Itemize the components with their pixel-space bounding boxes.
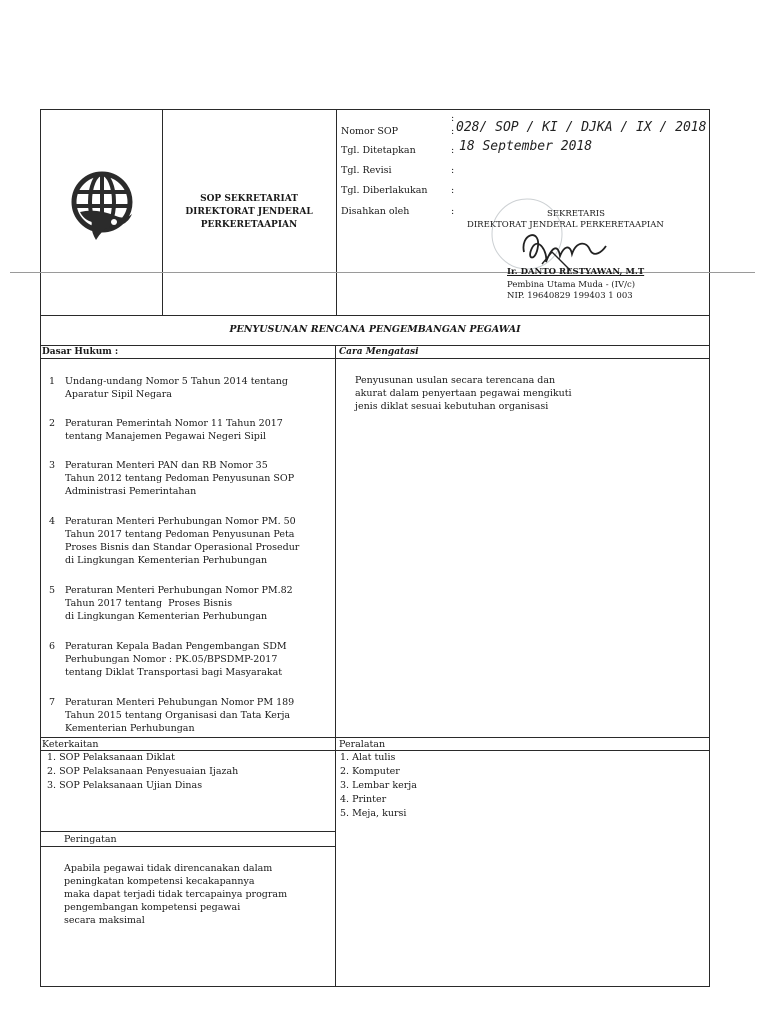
field-label-tgl-diberlakukan: Tgl. Diberlakukan — [341, 185, 428, 196]
field-colon: : — [451, 185, 455, 196]
field-label-nomor-sop: Nomor SOP — [341, 126, 399, 137]
document-title: PENYUSUNAN RENCANA PENGEMBANGAN PEGAWAI — [229, 324, 521, 335]
field-value-tgl-ditetapkan: 18 September 2018 — [459, 139, 593, 154]
peralatan-heading: Peralatan — [339, 739, 386, 750]
field-colon: : — [451, 206, 455, 217]
field-label-tgl-ditetapkan: Tgl. Ditetapkan — [341, 145, 416, 156]
list-item: 1. SOP Pelaksanaan Diklat — [47, 752, 175, 763]
approver-title-2: DIREKTORAT JENDERAL PERKERETAAPIAN — [467, 220, 664, 230]
dasar-hukum-heading: Dasar Hukum : — [42, 347, 119, 357]
approver-nip: NIP. 19640829 199403 1 003 — [507, 291, 633, 301]
list-item: 2. Komputer — [340, 766, 400, 777]
list-item: 3. SOP Pelaksanaan Ujian Dinas — [47, 780, 203, 791]
field-colon: : — [451, 145, 455, 156]
cara-mengatasi-heading: Cara Mengatasi — [339, 347, 419, 357]
approver-name: Ir. DANTO RESTYAWAN, M.T — [507, 267, 645, 277]
field-colon: : — [451, 165, 455, 176]
cara-mengatasi-text: Penyusunan usulan secara terencana dan akurat dalam penyertaan pegawai mengikuti jenis diklat sesuai kebutuhan organisasi — [355, 375, 572, 412]
list-item: 5. Meja, kursi — [340, 808, 407, 819]
list-item: 4. Printer — [340, 794, 387, 805]
field-label-disahkan-oleh: Disahkan oleh — [341, 206, 410, 217]
list-item: 1. Alat tulis — [340, 752, 396, 763]
header-org-title: SOP SEKRETARIAT DIREKTORAT JENDERAL PERKERETAAPIAN — [185, 194, 313, 230]
field-colon: : — [451, 126, 455, 137]
list-item: 3. Lembar kerja — [340, 780, 417, 791]
peringatan-heading: Peringatan — [64, 834, 117, 845]
top-colon: : — [451, 113, 455, 124]
approver-title-1: SEKRETARIS — [547, 209, 605, 219]
ministry-logo — [66, 168, 138, 248]
approver-rank: Pembina Utama Muda - (IV/c) — [507, 280, 636, 290]
peringatan-text: Apabila pegawai tidak direncanakan dalam peningkatan kompetensi kecakapannya maka dapat terjadi tidak tercapainya program pengembangan kompetensi pegawai secara maksimal — [64, 863, 288, 926]
keterkaitan-heading: Keterkaitan — [42, 739, 99, 750]
list-item: 2. SOP Pelaksanaan Penyesuaian Ijazah — [47, 766, 239, 777]
field-value-nomor-sop: 028/ SOP / KI / DJKA / IX / 2018 — [456, 120, 707, 135]
field-label-tgl-revisi: Tgl. Revisi — [341, 165, 392, 176]
